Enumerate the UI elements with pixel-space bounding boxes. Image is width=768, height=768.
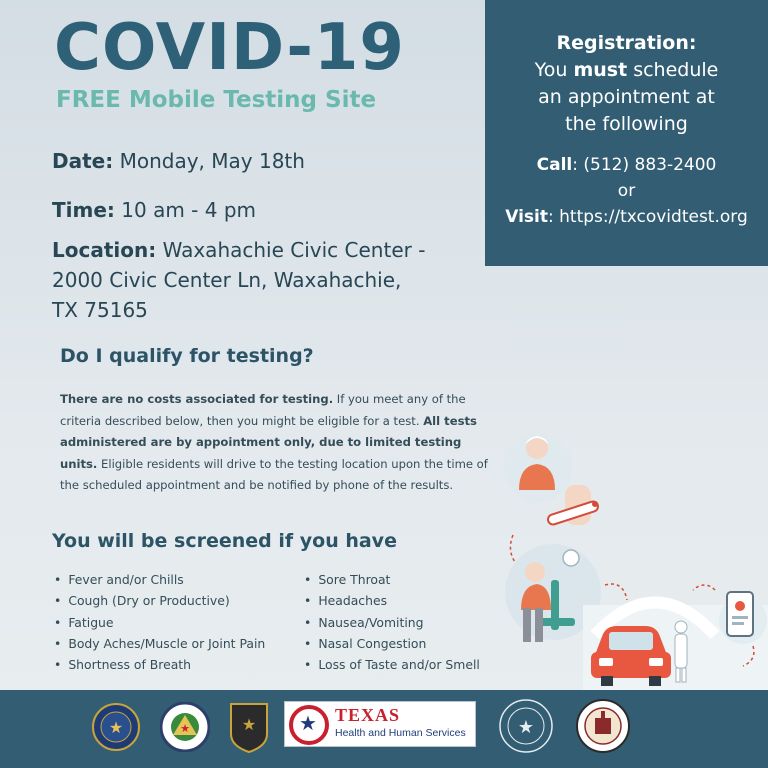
qualify-bold-2: All tests administered are by appointment only, due to limited testing units. [60, 413, 477, 471]
svg-text:★: ★ [180, 722, 190, 735]
location-line-1: Waxahachie Civic Center - [162, 238, 426, 262]
website-link[interactable]: : https://txcovidtest.org [548, 207, 748, 227]
registration-line-2: an appointment at [538, 86, 715, 108]
registration-line-1-post: schedule [627, 59, 719, 81]
location-line-3: TX 75165 [52, 298, 148, 322]
list-item: • Body Aches/Muscle or Joint Pain [54, 633, 265, 654]
footer-logos [0, 690, 768, 768]
svg-text:★: ★ [241, 715, 257, 734]
or-text: or [617, 181, 636, 201]
page-title: COVID-19 [54, 11, 405, 85]
texas-star-icon [289, 705, 329, 745]
list-item: • Nausea/Vomiting [304, 612, 480, 633]
qualify-text-1: If you meet any of the criteria described below, then you might be eligible for a test. [60, 392, 466, 428]
visit-line [485, 204, 768, 230]
qualify-heading: Do I qualify for testing? [60, 345, 314, 367]
time-value: 10 am - 4 pm [121, 198, 257, 222]
call-line [485, 152, 768, 178]
symptom-list-left [54, 569, 265, 675]
time-label: Time: [52, 198, 115, 222]
page-subtitle: FREE Mobile Testing Site [56, 87, 377, 113]
registration-line-1-pre: You [534, 59, 574, 81]
list-item: • Headaches [304, 590, 480, 611]
clock-icon [563, 550, 579, 566]
date-line [52, 146, 305, 176]
phone-icon [727, 592, 753, 636]
list-item: • Nasal Congestion [304, 633, 480, 654]
emergency-management-seal [160, 702, 210, 752]
county-seal [498, 698, 554, 754]
location-block [52, 235, 425, 325]
sheriff-badge [228, 700, 270, 754]
hhs-title: TEXAS [335, 705, 401, 725]
hhs-subtitle: Health and Human Services [335, 727, 466, 739]
hhs-logo [284, 701, 476, 747]
date-label: Date: [52, 149, 114, 173]
registration-box [485, 0, 768, 266]
health-worker-icon [675, 621, 687, 633]
symptom-list-right [304, 569, 480, 675]
qualify-paragraph [60, 389, 500, 497]
location-label: Location: [52, 238, 157, 262]
svg-text:★: ★ [108, 718, 124, 737]
registration-heading: Registration: [556, 32, 697, 54]
list-item: • Fatigue [54, 612, 265, 633]
list-item: • Shortness of Breath [54, 654, 265, 675]
military-department-seal [92, 703, 140, 751]
list-item: • Fever and/or Chills [54, 569, 265, 590]
visit-label: Visit [505, 207, 548, 227]
screening-heading: You will be screened if you have [52, 530, 397, 552]
location-line-2: 2000 Civic Center Ln, Waxahachie, [52, 268, 402, 292]
qualify-text-2: Eligible residents will drive to the testing location upon the time of the scheduled appointment and be notified by phone of the results. [60, 456, 488, 492]
city-seal [575, 698, 631, 754]
list-item: • Loss of Taste and/or Smell [304, 654, 480, 675]
svg-text:★: ★ [517, 717, 535, 738]
testing-illustration [495, 430, 768, 690]
qualify-bold-1: There are no costs associated for testing. [60, 392, 334, 406]
registration-must: must [573, 59, 628, 81]
list-item: • Sore Throat [304, 569, 480, 590]
list-item: • Cough (Dry or Productive) [54, 590, 265, 611]
call-label: Call [536, 155, 573, 175]
date-value: Monday, May 18th [119, 149, 305, 173]
phone-link[interactable]: : (512) 883-2400 [572, 155, 717, 175]
registration-line-3: the following [565, 113, 688, 135]
registration-line-1 [485, 57, 768, 84]
time-line [52, 195, 256, 225]
